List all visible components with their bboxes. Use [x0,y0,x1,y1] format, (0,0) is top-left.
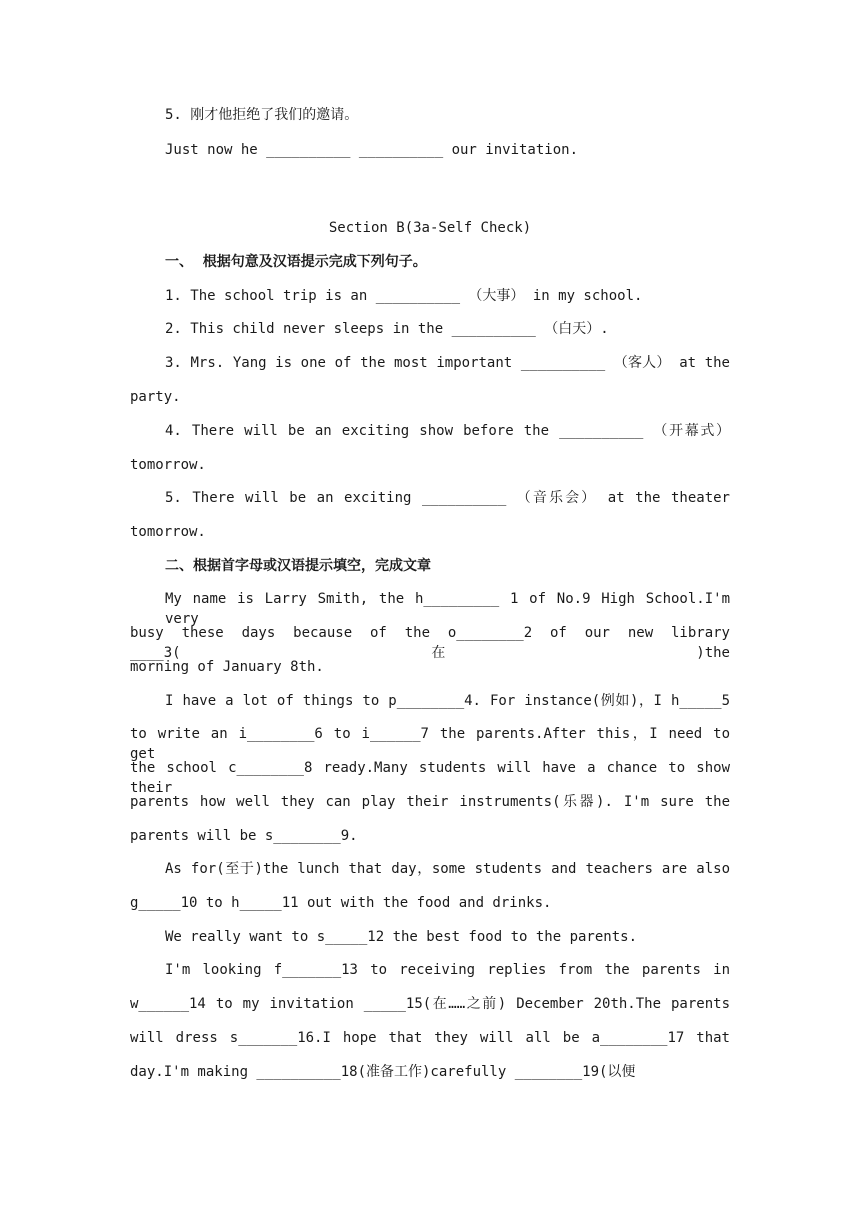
part-one-item-2: 2. This child never sleeps in the __________ （白天）. [165,321,609,337]
passage-line: busy these days because of the o________2 of our new library ____3(在)the [130,625,730,661]
passage-line: We really want to s_____12 the best food to the parents. [165,929,638,945]
part-one-item-4-cont: tomorrow. [130,457,206,473]
passage-line: day.I'm making __________18(准备工作)carefully ________19(以便 [130,1064,636,1080]
passage-line: to write an i________6 to i______7 the parents.After this，I need to get [130,726,730,762]
passage-line: I'm looking f_______13 to receiving replies from the parents in [165,962,730,978]
passage-line: I have a lot of things to p________4. For instance(例如)，I h_____5 [165,693,730,709]
passage-line: parents how well they can play their instruments(乐器). I'm sure the [130,794,730,810]
passage-line: parents will be s________9. [130,828,358,844]
passage-line: the school c________8 ready.Many students will have a chance to show their [130,760,730,796]
part-one-item-3: 3. Mrs. Yang is one of the most important __________ （客人） at the [165,355,730,371]
passage-line: As for(至于)the lunch that day，some students and teachers are also [165,861,730,877]
passage-line: w______14 to my invitation _____15(在……之前) December 20th.The parents [130,996,730,1012]
part-one-item-4: 4. There will be an exciting show before the __________ （开幕式） [165,423,730,439]
part-one-item-5-cont: tomorrow. [130,524,206,540]
section-title: Section B(3a-Self Check) [328,220,532,236]
part-one-item-3-cont: party. [130,389,181,405]
passage-line: g_____10 to h_____11 out with the food and drinks. [130,895,552,911]
question-5-chinese: 5. 刚才他拒绝了我们的邀请。 [165,107,359,123]
part-two-heading: 二、根据首字母或汉语提示填空，完成文章 [165,558,431,574]
passage-line: morning of January 8th. [130,659,324,675]
question-5-english: Just now he __________ __________ our invitation. [165,142,579,158]
passage-line: My name is Larry Smith, the h_________ 1 of No.9 High School.I'm very [165,591,730,627]
part-one-item-1: 1. The school trip is an __________ （大事） in my school. [165,288,643,304]
passage-line: will dress s_______16.I hope that they will all be a________17 that [130,1030,730,1046]
part-one-heading: 一、 根据句意及汉语提示完成下列句子。 [165,254,427,270]
part-one-item-5: 5. There will be an exciting __________ （音乐会） at the theater [165,490,730,506]
